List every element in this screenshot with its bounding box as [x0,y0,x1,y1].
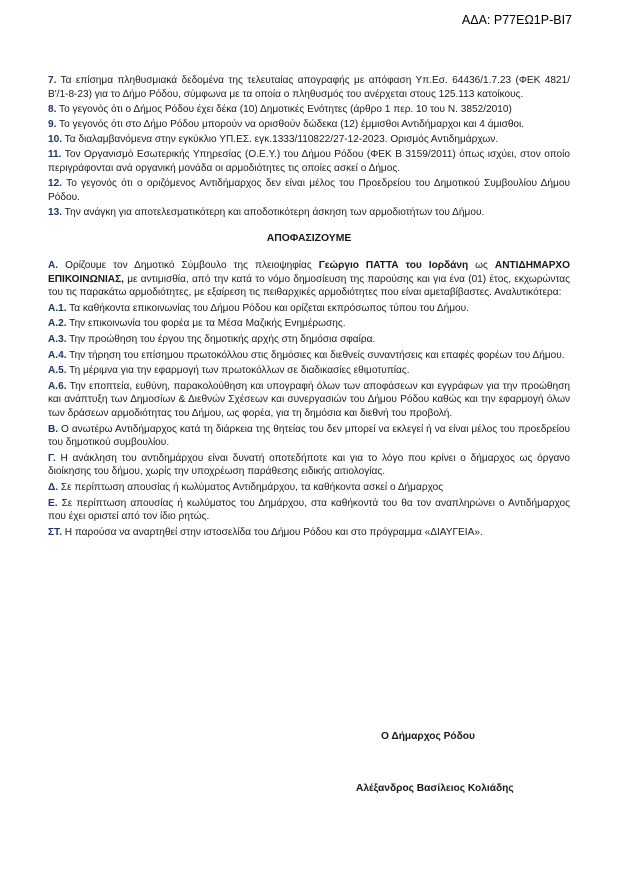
item-text: Το γεγονός ότι στο Δήμο Ρόδου μπορούν να ορισθούν δώδεκα (12) έμμισθοι Αντιδήμαρχοι και 4 άμισθοι. [56,118,525,130]
list-item [48,118,570,132]
sub-item [48,380,570,421]
sub-item [48,302,570,316]
list-item [48,74,570,101]
sub-item-number: Α.2. [48,318,67,330]
final-item [48,452,570,479]
final-item-text: Η παρούσα να αναρτηθεί στην ιστοσελίδα του Δήμου Ρόδου και στο πρόγραμμα «ΔΙΑΥΓΕΙΑ». [61,526,483,538]
item-number: 13. [48,206,63,218]
item-number: 7. [48,75,57,86]
sub-item [48,364,570,378]
decision-paragraph [48,259,570,300]
councillor-name: Γεώργιο ΠΑΤΤΑ του Ιορδάνη [318,260,469,272]
sub-item-number: Α.5. [48,365,67,377]
final-item [48,423,570,450]
item-text: Την ανάγκη για αποτελεσματικότερη και αποδοτικότερη άσκηση των αρμοδιοτήτων του Δήμου. [62,206,485,218]
item-number: 12. [48,178,63,190]
sub-item-text: Τη μέριμνα για την εφαρμογή των πρωτοκόλλων σε διαδικασίες εθιμοτυπίας. [66,365,410,377]
ada-code: ΑΔΑ: Ρ77ΕΩ1Ρ-ΒΙ7 [461,13,572,27]
final-item-text: Ο ανωτέρω Αντιδήμαρχος κατά τη διάρκεια της θητείας του δεν μπορεί να εκλεγεί ή να είναι μέλος του προεδρείου του δημοτικού συμβουλίου. [48,423,570,449]
decision-text-1: Ορίζουμε τον Δημοτικό Σύμβουλο της πλειοψηφίας [58,260,319,272]
decision-key: Α. [48,260,59,272]
item-number: 9. [48,118,57,130]
final-item [48,526,570,540]
final-item-number: Δ. [48,482,59,493]
sub-item-text: Την εποπτεία, ευθύνη, παρακολούθηση και υπογραφή όλων των αποφάσεων και εγγράφων για την προώθηση και ανάπτυξη των Δημοσίων & Διεθνών Σχέσεων και συνεργασιών του Δήμου Ρόδου καθώς και την εφαρμογή όλων των δράσεων αρμοδιότητας του Δήμου, ως φορέα, για τη δημόσια και διεθνή του προβολή. [48,380,570,420]
list-item [48,133,570,147]
item-text: Τον Οργανισμό Εσωτερικής Υπηρεσίας (Ο.Ε.Υ.) του Δήμου Ρόδου (ΦΕΚ Β 3159/2011) όπως ισχύει, στον οποίο περιγράφονται ανά οργανική μονάδα οι αρμοδιότητες τις οποίες ασκεί ο Δήμος. [48,149,570,174]
decision-text-3: με αντιμισθία, από την κατά το νόμο δημοσίευση της παρούσης και για ένα (01) έτος, εκχωρώντας του τις παρακάτω αρμοδιότητες, με εξαίρεση τις πειθαρχικές αρμοδιότητες που είναι αμεταβίβαστες. Αναλυτικότερα: [48,273,570,299]
list-item [48,103,570,117]
item-text: Τα επίσημα πληθυσμιακά δεδομένα της τελευταίας απογραφής με απόφαση Υπ.Εσ. 64436/1.7.23 (ΦΕΚ 4821/Β'/1-8-23) για το Δήμο Ρόδου, σύμφωνα με τα οποία ο πληθυσμός του ανέρχεται στους 125.113 κατοίκους. [48,75,570,100]
deputy-mayor-role: ΑΝΤΙΔΗΜΑΡΧΟ ΕΠΙΚΟΙΝΩΝΙΑΣ, [48,260,571,285]
sub-item-text: Τα καθήκοντα επικοινωνίας του Δήμου Ρόδου και ορίζεται εκπρόσωπος τύπου του Δήμου. [66,302,469,314]
signature-title: Ο Δήμαρχος Ρόδου [381,731,475,742]
final-item-number: Γ. [48,452,56,464]
decision-heading: ΑΠΟΦΑΣΙΖΟΥΜΕ [266,232,352,244]
final-item-text: Σε περίπτωση απουσίας ή κωλύματος Αντιδημάρχου, τα καθήκοντα ασκεί ο Δήμαρχος [58,482,444,493]
signature-name: Αλέξανδρος Βασίλειος Κολιάδης [356,783,514,794]
sub-item-number: Α.4. [48,349,67,361]
final-item-number: Β. [48,423,59,435]
sub-item-text: Την προώθηση του έργου της δημοτικής αρχής στη δημόσια σφαίρα. [66,334,376,346]
item-number: 10. [48,134,63,146]
sub-item-number: Α.1. [48,302,67,314]
final-item [48,481,570,495]
sub-item-number: Α.3. [48,334,67,346]
sub-item [48,317,570,331]
item-text: Το γεγονός ότι ο Δήμος Ρόδου έχει δέκα (10) Δημοτικές Ενότητες (άρθρο 1 περ. 10 του Ν. 3852/2010) [56,103,512,115]
sub-item [48,333,570,347]
list-item [48,177,570,204]
list-item [48,148,570,175]
sub-item-text: Την επικοινωνία του φορέα με τα Μέσα Μαζικής Ενημέρωσης. [66,318,346,330]
item-number: 11. [48,149,62,161]
final-item-number: Ε. [48,497,58,509]
document-body [48,74,570,541]
final-item-text: Σε περίπτωση απουσίας ή κωλύματος του Δημάρχου, στα καθήκοντά του θα τον αναπληρώνει ο Αντιδήμαρχος που έχει οριστεί από τον ίδιο ρητώς. [48,497,570,523]
final-item-number: ΣΤ. [48,526,62,538]
sub-item-text: Την τήρηση του επίσημου πρωτοκόλλου στις δημόσιες και διεθνείς συναντήσεις και επαφές φορέων του Δήμου. [66,349,565,361]
item-number: 8. [48,103,57,115]
list-item [48,206,570,220]
decision-text-2: ως [468,260,495,272]
sub-item-number: Α.6. [48,380,67,392]
sub-item [48,349,570,363]
item-text: Το γεγονός ότι ο οριζόμενος Αντιδήμαρχος δεν είναι μέλος του Προεδρείου του Δημοτικού Συμβουλίου Δήμου Ρόδου. [48,178,570,203]
item-text: Τα διαλαμβανόμενα στην εγκύκλιο ΥΠ.ΕΣ. εγκ.1333/110822/27-12-2023. Ορισμός Αντιδημάρχων. [62,134,499,146]
final-item [48,497,570,524]
final-item-text: Η ανάκληση του αντιδημάρχου είναι δυνατή οποτεδήποτε και για το λόγο που κρίνει ο δήμαρχος ως όργανο διοίκησης του δήμου, χωρίς την υποχρέωση παράθεσης ειδικής αιτιολογίας. [48,452,570,478]
